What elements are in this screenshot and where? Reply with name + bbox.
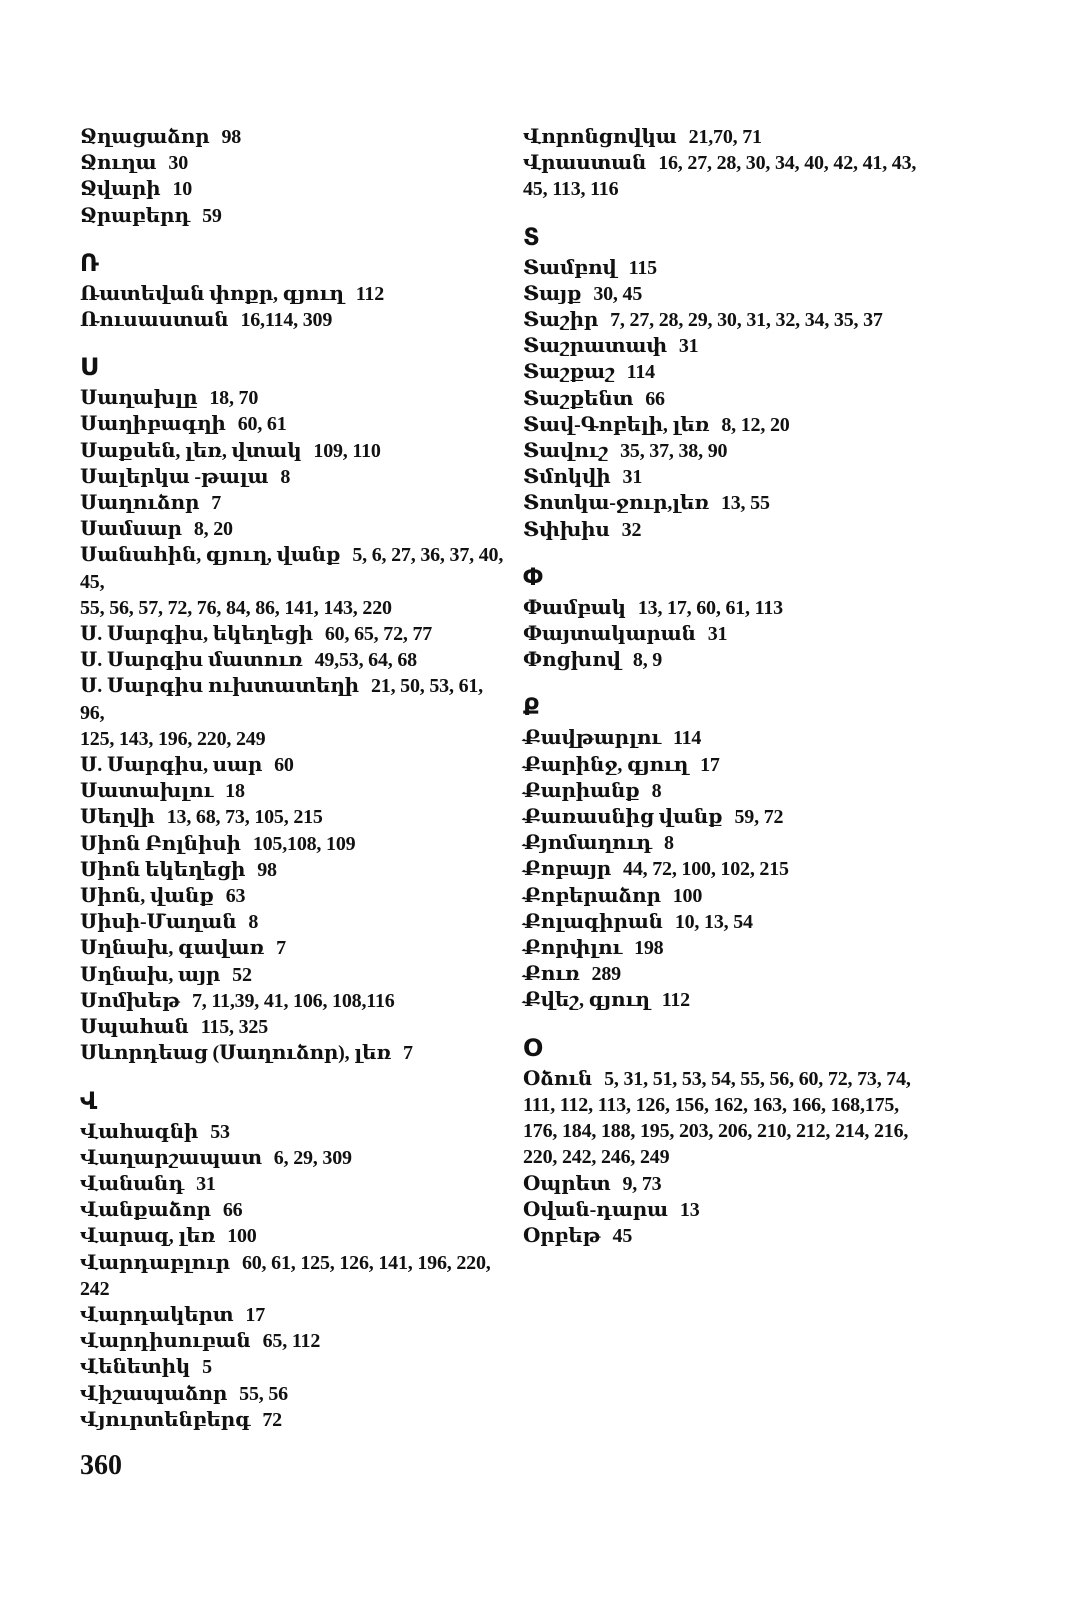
index-entry [80, 1223, 510, 1249]
index-page-refs: 35, 37, 38, 90 [620, 440, 728, 463]
index-term: Վահագնի [80, 1120, 199, 1143]
index-term: Սաղուձոր [80, 492, 200, 515]
index-term: Տաշքաշ [523, 361, 615, 384]
index-entry [523, 804, 963, 830]
index-entry [523, 464, 963, 490]
index-page-refs: 7 [211, 492, 222, 515]
index-page-refs: 49,53, 64, 68 [314, 649, 417, 672]
index-term: Տայք [523, 282, 582, 305]
index-page-refs: 10, 13, 54 [674, 910, 753, 933]
index-term: Սոմխեթ [80, 989, 180, 1012]
index-entry [80, 1014, 510, 1040]
index-term: Վյուրտենբերգ [80, 1408, 251, 1431]
index-entry-continuation: 220, 242, 246, 249 [523, 1146, 670, 1169]
index-entry [523, 359, 963, 385]
index-term: Ջվարի [80, 178, 161, 201]
index-entry [80, 176, 510, 202]
index-term: Տաշքենտ [523, 387, 634, 410]
index-entry [80, 1197, 510, 1223]
index-page-refs: 16, 27, 28, 30, 34, 40, 42, 41, 43, [658, 152, 917, 175]
index-entry [80, 1328, 510, 1354]
index-entry [80, 438, 510, 464]
index-entry [80, 752, 510, 778]
index-term: Վենետիկ [80, 1356, 191, 1379]
index-entry [80, 203, 510, 229]
index-page-refs: 21,70, 71 [688, 126, 762, 148]
index-page-refs: 100 [672, 884, 703, 907]
index-page-refs: 66 [645, 387, 665, 410]
index-entry [523, 255, 963, 281]
index-term: Վարդաբլուր [80, 1251, 230, 1274]
index-term: Տոտկա-ջուր,լեռ [523, 492, 709, 515]
index-term: Սաքսեն, լեռ, վտակ [80, 439, 302, 462]
index-entry [80, 857, 510, 883]
index-letter-heading: Ք [523, 694, 540, 722]
index-term: Քոլագիրան [523, 910, 663, 933]
index-page-refs: 31 [196, 1172, 216, 1195]
index-term: Քվեշ, գյուղ [523, 989, 650, 1012]
index-entry [80, 988, 510, 1014]
index-page-refs: 21, 50, 53, 61, 96, [80, 675, 483, 724]
index-page-refs: 60, 61 [237, 413, 287, 436]
index-page-refs: 114 [672, 727, 702, 750]
index-page-refs: 198 [634, 937, 664, 960]
index-term: Ս. Սարգիս, եկեղեցի [80, 623, 313, 646]
index-entry [523, 490, 963, 516]
index-entry [80, 1250, 510, 1276]
index-entry [80, 647, 510, 673]
index-page-refs: 63 [225, 885, 246, 908]
index-entry [80, 411, 510, 437]
index-entry [80, 307, 510, 333]
index-page-refs: 7, 27, 28, 29, 30, 31, 32, 34, 35, 37 [610, 309, 883, 332]
index-entry [523, 987, 963, 1013]
index-term: Վարդիսուբան [80, 1330, 251, 1353]
index-term: Քարիանք [523, 779, 640, 802]
index-term: Տմոկվի [523, 466, 611, 489]
index-page-refs: 114 [626, 361, 655, 384]
index-term: Քավթարլու [523, 727, 661, 750]
index-term: Ջղացաձոր [80, 126, 210, 148]
index-term: Տփխիս [523, 518, 610, 541]
index-entry [80, 490, 510, 516]
index-entry [523, 1171, 963, 1197]
index-page-refs: 109, 110 [313, 439, 381, 462]
index-entry [523, 124, 963, 150]
index-entry [523, 517, 963, 543]
index-page-refs: 65, 112 [262, 1330, 321, 1353]
index-page-refs: 8, 9 [632, 649, 663, 672]
index-page-refs: 18, 70 [209, 387, 259, 410]
index-entry [80, 1040, 510, 1066]
index-page-refs: 100 [227, 1225, 257, 1248]
index-term: Վորոնցովկա [523, 126, 677, 148]
index-page-refs: 16,114, 309 [240, 309, 333, 332]
index-entry [80, 516, 510, 542]
index-term: Սեղվի [80, 806, 155, 829]
index-page-refs: 30 [168, 152, 189, 175]
index-column-left [80, 124, 510, 1433]
index-entry [523, 647, 963, 673]
index-entry [80, 1381, 510, 1407]
index-page-refs: 8 [663, 832, 674, 855]
index-page-refs: 66 [222, 1199, 243, 1222]
index-term: Քոբայր [523, 858, 612, 881]
index-letter-heading: Տ [523, 223, 540, 251]
index-entry [523, 909, 963, 935]
index-term: Սաղիբագղի [80, 413, 226, 436]
index-term: Ռատեվան փոքր, գյուղ [80, 282, 344, 305]
index-term: Քյոմաղուդ [523, 832, 652, 855]
index-entry [523, 856, 963, 882]
index-entry [80, 542, 510, 594]
index-term: Ռուսաստան [80, 309, 229, 332]
index-column-right [523, 124, 963, 1249]
index-entry [523, 883, 963, 909]
index-entry [523, 830, 963, 856]
index-entry [523, 621, 963, 647]
index-entry [523, 725, 963, 751]
index-term: Քարինջ, գյուղ [523, 753, 689, 776]
index-page-refs: 13 [679, 1198, 700, 1221]
index-page-refs: 17 [245, 1303, 265, 1326]
index-term: Փայտակարան [523, 623, 696, 646]
index-entry-continuation: 45, 113, 116 [523, 178, 619, 201]
index-entry [80, 831, 510, 857]
index-term: Քուռ [523, 963, 580, 986]
index-term: Տավ-Գոբելի, լեռ [523, 413, 710, 436]
index-entry [523, 752, 963, 778]
index-page-refs: 112 [661, 989, 690, 1012]
index-page-refs: 98 [257, 858, 277, 881]
index-entry-continuation: 111, 112, 113, 126, 156, 162, 163, 166, 168,175, [523, 1093, 899, 1116]
index-page-refs: 7, 11,39, 41, 106, 108,116 [191, 989, 395, 1012]
index-term: Վանքաձոր [80, 1199, 211, 1222]
index-entry [80, 673, 510, 725]
index-page-refs: 115, 325 [200, 1016, 269, 1039]
index-entry [80, 385, 510, 411]
index-term: Սատախլու [80, 780, 214, 803]
index-term: Սալերկա -թալա [80, 465, 269, 488]
index-page-refs: 59, 72 [734, 806, 784, 829]
index-entry [80, 1354, 510, 1380]
index-term: Տավուշ [523, 440, 609, 463]
index-entry-continuation: 176, 184, 188, 195, 203, 206, 210, 212, 214, 216, [523, 1120, 909, 1143]
index-term: Սղնախ, այր [80, 963, 221, 986]
index-entry [523, 1197, 963, 1223]
index-page-refs: 13, 55 [720, 492, 770, 515]
index-term: Քորփլու [523, 937, 623, 960]
index-term: Սևորդեաց (Սաղուձոր), լեռ [80, 1042, 392, 1065]
index-entry-continuation: 55, 56, 57, 72, 76, 84, 86, 141, 143, 220 [80, 596, 392, 619]
index-entry [80, 621, 510, 647]
index-entry [523, 281, 963, 307]
index-term: Տաշրատափ [523, 335, 667, 358]
index-term: Օրբեթ [523, 1224, 601, 1247]
index-entry [523, 1223, 963, 1249]
index-term: Վիշապաձոր [80, 1382, 228, 1405]
index-term: Սղնախ, գավառ [80, 937, 265, 960]
index-page-refs: 31 [678, 335, 699, 358]
index-term: Տամբով [523, 256, 617, 279]
index-term: Ս. Սարգիս, սար [80, 754, 263, 777]
index-term: Օպրետ [523, 1172, 611, 1195]
index-term: Փամբակ [523, 596, 626, 619]
index-term: Սիոն եկեղեցի [80, 858, 246, 881]
index-entry-continuation: 242 [80, 1277, 110, 1300]
index-entry [80, 1302, 510, 1328]
index-term: Վրաստան [523, 152, 647, 175]
index-page-refs: 8 [248, 911, 259, 934]
index-term: Սիոն, վանք [80, 885, 214, 908]
index-page-refs: 112 [355, 282, 385, 305]
index-page-refs: 8 [280, 465, 291, 488]
index-term: Փոցխով [523, 649, 621, 672]
index-term: Վարազ, լեռ [80, 1225, 216, 1248]
index-page-refs: 30, 45 [593, 282, 643, 305]
index-letter-heading: Ս [80, 354, 98, 382]
index-term: Քառասնից վանք [523, 806, 723, 829]
index-letter-heading: Ռ [80, 249, 99, 277]
index-letter-heading: Օ [523, 1034, 542, 1062]
index-term: Վարդակերտ [80, 1303, 234, 1326]
index-term: Վաղարշապատ [80, 1146, 262, 1169]
index-entry [523, 333, 963, 359]
index-page-refs: 60, 61, 125, 126, 141, 196, 220, [241, 1251, 491, 1274]
index-entry [80, 778, 510, 804]
index-page-refs: 72 [262, 1408, 282, 1431]
index-page-refs: 10 [172, 178, 193, 201]
index-term: Օվան-դարա [523, 1198, 668, 1221]
index-page-refs: 52 [232, 963, 252, 986]
index-page-refs: 60, 65, 72, 77 [324, 623, 433, 646]
index-entry [523, 307, 963, 333]
index-entry [80, 909, 510, 935]
index-term: Սաղախլը [80, 387, 198, 410]
index-entry-continuation: 125, 143, 196, 220, 249 [80, 727, 266, 750]
index-term: Տաշիր [523, 309, 599, 332]
index-letter-heading: Փ [523, 563, 543, 591]
index-entry [80, 804, 510, 830]
index-letter-heading: Վ [80, 1087, 98, 1115]
index-entry [80, 124, 510, 150]
index-page-refs: 18 [225, 780, 245, 803]
index-entry [80, 1145, 510, 1171]
index-entry [523, 438, 963, 464]
index-page-refs: 5, 31, 51, 53, 54, 55, 56, 60, 72, 73, 74, [604, 1067, 911, 1090]
index-entry [80, 150, 510, 176]
index-page-refs: 8, 20 [193, 518, 233, 541]
index-entry [523, 1066, 963, 1092]
index-term: Սիոն Բոլնիսի [80, 832, 241, 855]
index-page-refs: 9, 73 [622, 1172, 662, 1195]
index-page-refs: 53 [210, 1120, 230, 1143]
index-entry [523, 150, 963, 176]
index-term: Ս. Սարգիս ուխտատեղի [80, 675, 359, 698]
index-entry [523, 412, 963, 438]
index-term: Ս. Սարգիս մատուռ [80, 649, 303, 672]
index-entry [523, 595, 963, 621]
index-page-refs: 6, 29, 309 [273, 1146, 352, 1169]
index-page-refs: 59 [202, 204, 222, 227]
index-entry [80, 1119, 510, 1145]
index-entry [80, 883, 510, 909]
index-page-refs: 44, 72, 100, 102, 215 [623, 858, 789, 881]
index-page-refs: 115 [628, 256, 657, 279]
index-entry [80, 281, 510, 307]
index-term: Ջուղա [80, 152, 157, 175]
index-entry [80, 464, 510, 490]
index-page-refs: 98 [221, 126, 242, 148]
index-page-refs: 45 [612, 1224, 633, 1247]
index-term: Քոբերաձոր [523, 884, 661, 907]
index-entry [80, 1171, 510, 1197]
index-page-refs: 8, 12, 20 [721, 413, 790, 436]
index-term: Վանանդ [80, 1172, 185, 1195]
index-page-refs: 31 [707, 623, 728, 646]
index-entry [523, 935, 963, 961]
index-page-refs: 55, 56 [239, 1382, 288, 1405]
index-term: Սամսար [80, 518, 182, 541]
index-term: Սպահան [80, 1016, 189, 1039]
index-page-refs: 5, 6, 27, 36, 37, 40, 45, [80, 544, 504, 593]
index-term: Օձուն [523, 1067, 593, 1090]
page-number: 360 [80, 1450, 122, 1481]
index-page-refs: 13, 68, 73, 105, 215 [166, 806, 323, 829]
index-term: Սանահին, գյուղ, վանք [80, 544, 341, 567]
index-page-refs: 7 [276, 937, 286, 960]
index-entry [80, 1407, 510, 1433]
index-page-refs: 7 [403, 1042, 413, 1065]
index-page-refs: 60 [274, 754, 294, 777]
index-page-refs: 5 [202, 1356, 212, 1379]
index-page-refs: 32 [621, 518, 642, 541]
index-entry [523, 386, 963, 412]
index-page-refs: 31 [622, 466, 643, 489]
index-page-refs: 17 [700, 753, 720, 776]
index-entry [80, 935, 510, 961]
index-entry [523, 961, 963, 987]
index-page-refs: 13, 17, 60, 61, 113 [637, 596, 783, 619]
index-page-refs: 8 [651, 779, 662, 802]
index-term: Ջրաբերդ [80, 204, 191, 227]
index-page-refs: 105,108, 109 [252, 832, 356, 855]
index-term: Սիսի-Մաղան [80, 911, 237, 934]
index-entry [523, 778, 963, 804]
index-entry [80, 962, 510, 988]
index-page-refs: 289 [591, 963, 621, 986]
